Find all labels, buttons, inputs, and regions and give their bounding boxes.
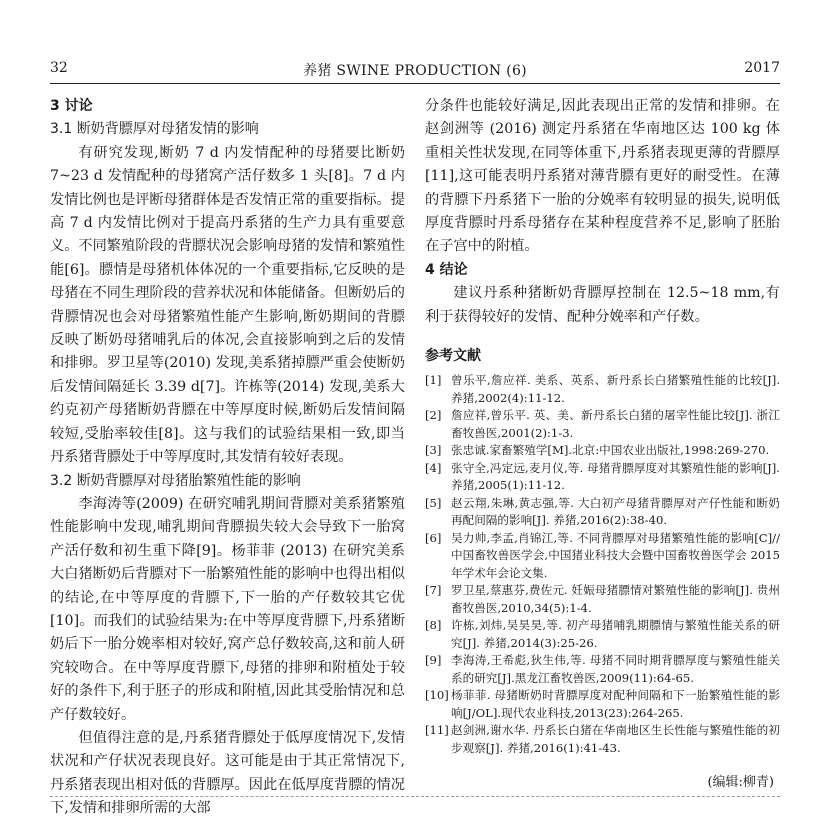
reference-item: [7] 罗卫星,蔡惠芬,费佐元. 妊娠母猪膘情对繁殖性能的影响[J]. 贵州畜牧兽医,2010,34(5):1-4. xyxy=(425,583,780,615)
reference-item: [5] 赵云翔,朱琳,黄志强,等. 大白初产母猪背膘厚对产仔性能和断奶再配间隔的影响[J]. 养猪,2016(2):38-40. xyxy=(425,495,780,528)
reference-item: [10] 杨菲菲. 母猪断奶时背膘厚度对配种间隔和下一胎繁殖性能的影响[J/OL].现代农业科技,2013(23):264-265. xyxy=(425,688,780,720)
reference-item: [4] 张守全,冯定远,麦月仪,等. 母猪背膘厚度对其繁殖性能的影响[J]. 养猪,2005(1):11-12. xyxy=(425,460,780,493)
reference-item: [1] 曾乐平,詹应祥. 美系、英系、新丹系长白猪繁殖性能的比较[J]. 养猪,2002(4):11-12. xyxy=(425,373,780,405)
section-3-2-title: 3.2 断奶背膘厚对母猪胎繁殖性能的影响 xyxy=(50,472,301,489)
journal-title: 养猪 SWINE PRODUCTION (6) xyxy=(303,63,527,79)
reference-item: [9] 李海涛,王希彪,狄生伟,等. 母猪不同时期背膘厚度与繁殖性能关系的研究[J].黑龙江畜牧兽医,2009(11):64-65. xyxy=(425,653,780,685)
reference-item: [11] 赵剑洲,谢水华. 丹系长白猪在华南地区生长性能与繁殖性能的初步观察[J]. 养猪,2016(1):41-43. xyxy=(425,723,780,755)
section-3-title: 3 讨论 xyxy=(50,98,93,114)
references-list xyxy=(425,372,780,757)
page-number: 32 xyxy=(50,60,68,76)
header-rule xyxy=(50,83,780,84)
section-4-title: 4 结论 xyxy=(425,261,468,278)
page-bottom-divider xyxy=(50,796,780,797)
running-header xyxy=(50,60,780,80)
paragraph-3-2: 李海涛等(2009) 在研究哺乳期间背膘对美系猪繁殖性能影响中发现,哺乳期间背膘损失较大会导致下一胎窝产活仔数和初生重下降[9]。杨菲菲 (2013) 在研究美系大白猪断奶后背膘对下一胎繁殖性能的影响中也得出相似的结论,在中等厚度的背膘下,下一胎的产仔数较其它优[10]。而我们的试验结果为:在中等厚度背膘下,丹系猪断奶后下一胎分娩率相对较好,窝产总仔数较高,这和前人研究较吻合。在中等厚度背膘下,母猪的排卵和附植处于较好的条件下,利于胚子的形成和附植,因此其受胎情况和总产仔数较好。 xyxy=(50,495,405,723)
reference-item: [8] 许栋,刘炜,吴昊昊,等. 初产母猪哺乳期膘情与繁殖性能关系的研究[J]. 养猪,2014(3):25-26. xyxy=(425,618,780,650)
left-column xyxy=(50,95,405,821)
editor-note: (编辑:柳青) xyxy=(707,775,774,791)
references-title: 参考文献 xyxy=(425,348,481,365)
paragraph-3-2b: 但值得注意的是,丹系猪背膘处于低厚度情况下,发情状况和产仔状况表现良好。这可能是由于其正常情况下,丹系猪表现出相对低的背膘厚。因此在低厚度背膘的情况下,发情和排卵所需的大部 xyxy=(50,729,405,817)
reference-item: [3] 张忠诚.家畜繁殖学[M].北京:中国农业出版社,1998:269-270. xyxy=(425,443,770,458)
paragraph-3-1: 有研究发现,断奶 7 d 内发情配种的母猪要比断奶 7~23 d 发情配种的母猪窝产活仔数多 1 头[8]。7 d 内发情比例也是评断母猪群体是否发情正常的重要指标。提高 7 d 内发情比例对于提高丹系猪的生产力具有重要意义。不同繁殖阶段的背膘状况会影响母猪的发情和繁殖性能[6]。膘情是母猪机体体况的一个重要指标,它反映的是母猪在不同生理阶段的营养状况和体能储备。但断奶后的背膘情况也会对母猪繁殖性能产生影响,断奶期间的背膘反映了断奶母猪哺乳后的体况,会直接影响到之后的发情和排卵。罗卫星等(2010) 发现,美系猪掉膘严重会使断奶后发情间隔延长 3.39 d[7]。许栋等(2014) 发现,美系大约克初产母猪断奶背膘在中等厚度时候,断奶后发情间隔较短,受胎率较佳[8]。这与我们的试验结果相一致,即当丹系猪背膘处于中等厚度时,其发情有较好表现。 xyxy=(50,144,405,466)
section-3-1-title: 3.1 断奶背膘厚对母猪发情的影响 xyxy=(50,121,259,138)
reference-item: [6] 吴力帅,李孟,肖锦江,等. 不同背膘厚对母猪繁殖性能的影响[C]// 中国畜牧兽医学会,中国猪业科技大会暨中国畜牧兽医学会 2015 年学术年会论文集. xyxy=(425,530,780,580)
right-column xyxy=(425,95,780,795)
paragraph-3-2c: 分条件也能较好满足,因此表现出正常的发情和排卵。在赵剑洲等 (2016) 测定丹系猪在华南地区达 100 kg 体重相关性状发现,在同等体重下,丹系猪表现更薄的背膘厚[11],这可能表明丹系猪对薄背膘有更好的耐受性。在薄的背膘下丹系猪下一胎的分娩率有较明显的损失,说明低厚度背膘时丹系母猪存在某种程度营养不足,影响了胚胎在子宫中的附植。 xyxy=(425,98,780,255)
reference-item: [2] 詹应祥,曾乐平. 英、美、新丹系长白猪的屠宰性能比较[J]. 浙江畜牧兽医,2001(2):1-3. xyxy=(425,408,780,440)
year: 2017 xyxy=(744,60,780,76)
conclusion-paragraph: 建议丹系种猪断奶背膘厚控制在 12.5~18 mm,有利于获得较好的发情、配种分娩率和产仔数。 xyxy=(425,285,780,325)
